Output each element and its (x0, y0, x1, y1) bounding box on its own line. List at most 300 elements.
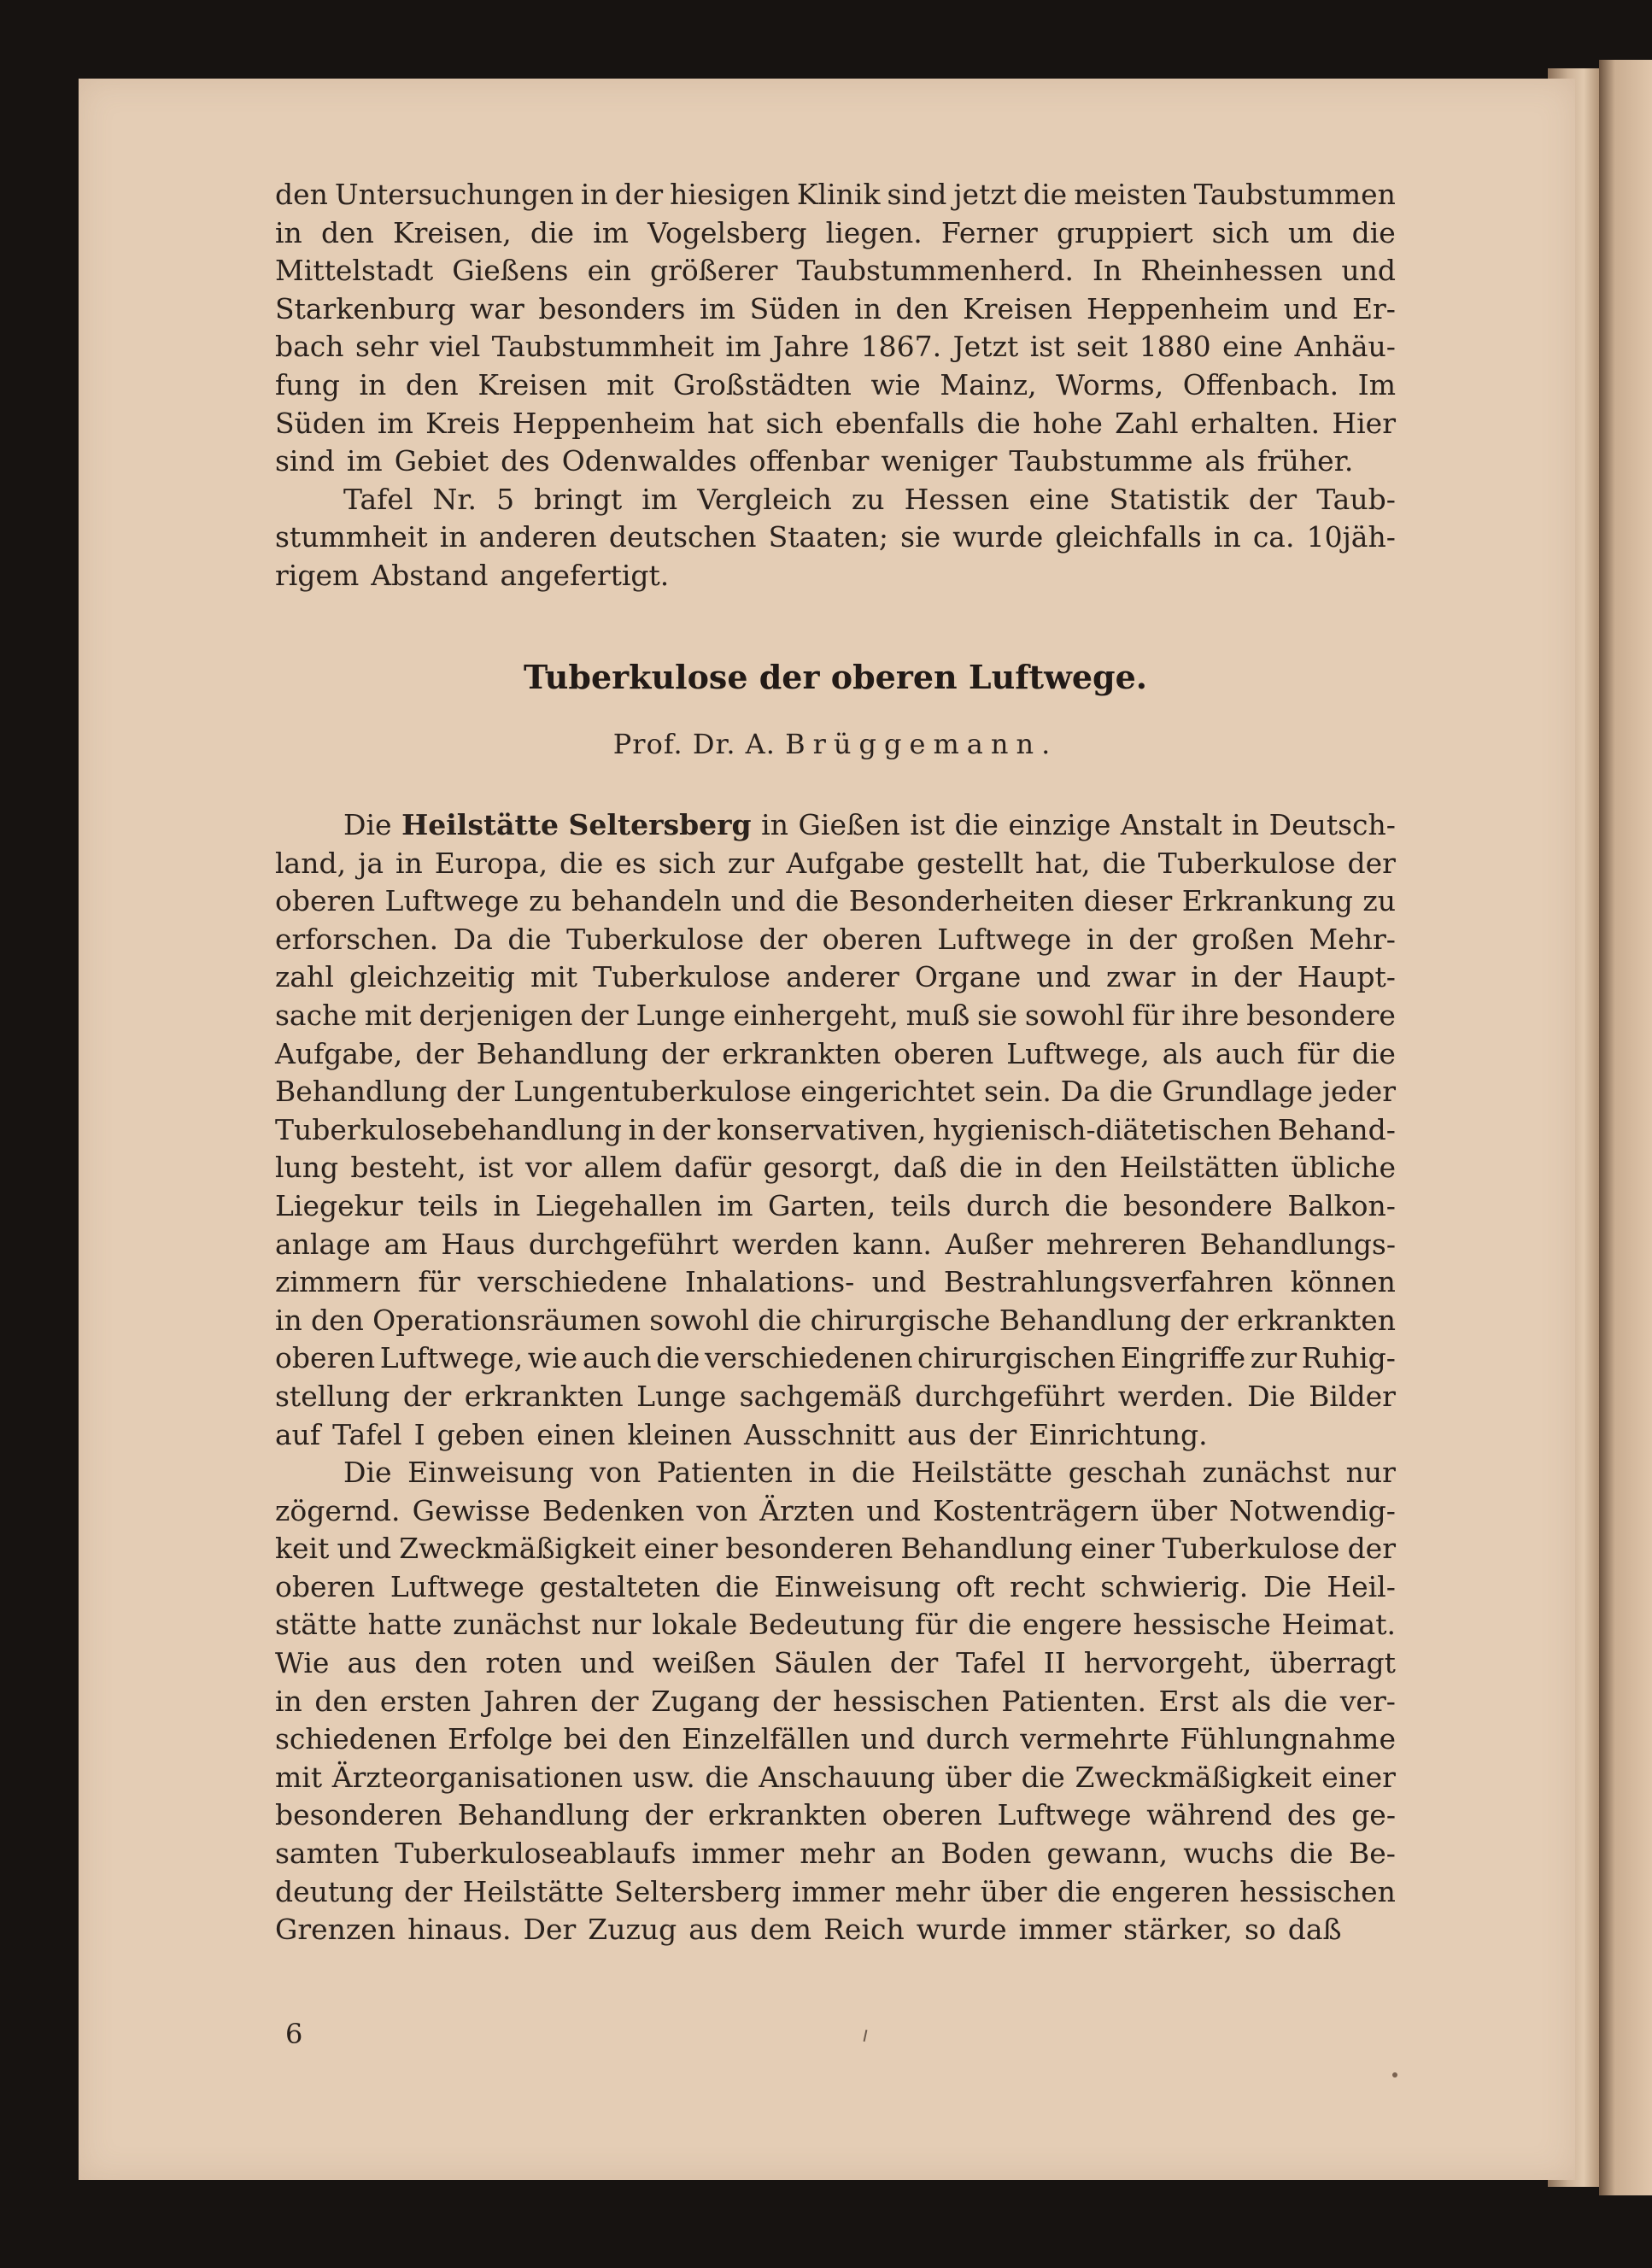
word: Odenwaldes (561, 444, 737, 478)
word: seit (1075, 330, 1128, 364)
word: in (359, 367, 387, 401)
word: Hier (1332, 406, 1396, 440)
word: der (590, 1684, 639, 1718)
word: übliche (1291, 1151, 1396, 1185)
word: Kreisen (477, 367, 588, 401)
word: im (725, 330, 762, 364)
word: der (1180, 1303, 1228, 1337)
word: die (1283, 1684, 1328, 1718)
word: chirurgischen (917, 1341, 1116, 1375)
word: oberen (275, 1341, 376, 1375)
word: Ruhig- (1301, 1341, 1396, 1375)
page-number: 6 (285, 2018, 303, 2050)
word: anderer (786, 960, 899, 994)
text-line (275, 1796, 1396, 1835)
word: Einzelfällen (681, 1722, 851, 1756)
word: die (705, 1760, 749, 1794)
text-line (275, 1416, 1396, 1455)
word: den (311, 1303, 364, 1337)
word: Behandlungs- (1199, 1227, 1396, 1261)
word: dafür (674, 1151, 752, 1185)
text-line (275, 845, 1396, 883)
word: Da (453, 922, 493, 956)
word: Zweckmäßigkeit (1075, 1760, 1312, 1794)
word: Lungentuberkulose (513, 1075, 792, 1109)
word: oft (956, 1569, 995, 1603)
word: mehreren (1046, 1227, 1186, 1261)
word: Patienten. (1001, 1684, 1146, 1718)
word: sowohl (649, 1303, 749, 1337)
word: ist (910, 808, 946, 841)
word: im (346, 444, 383, 478)
text-line (275, 1454, 1396, 1492)
word: hinaus. (407, 1913, 512, 1947)
word: hessischen (1239, 1874, 1396, 1908)
word: hat (707, 406, 754, 440)
word: kann. (852, 1227, 932, 1261)
word: der (402, 1379, 452, 1413)
word: die (1289, 1837, 1333, 1871)
word: Hessen (904, 482, 1010, 516)
word: die (758, 1303, 802, 1337)
word: rigem (275, 558, 360, 592)
word: Luftwege (390, 1569, 524, 1603)
word: Inhalations- (684, 1265, 855, 1299)
word: der (644, 1798, 694, 1832)
word: die (1351, 215, 1396, 249)
word: der (415, 1036, 464, 1070)
word: der (1233, 960, 1282, 994)
text-line (275, 1149, 1396, 1187)
word: aus (347, 1646, 397, 1680)
word: in (439, 520, 467, 554)
word: Untersuchungen (334, 178, 574, 211)
word: am (384, 1227, 428, 1261)
text-line (275, 252, 1396, 290)
text-line (275, 290, 1396, 329)
word: Lunge (636, 1379, 727, 1413)
word: Reich (823, 1913, 905, 1947)
word: gleichzeitig (349, 960, 515, 994)
word: Heilstätte (911, 1456, 1053, 1490)
word: 1867. (860, 330, 942, 364)
word: erkrankten (707, 1798, 867, 1832)
word: bach (275, 330, 344, 364)
word: roten (485, 1646, 562, 1680)
word: Da (1060, 1075, 1100, 1109)
word: Einrichtung. (1028, 1417, 1208, 1451)
word: Die (343, 1456, 392, 1490)
word: Kreis (425, 406, 501, 440)
word: aus (688, 1913, 739, 1947)
word: Gießens (452, 254, 569, 288)
word: in (1232, 808, 1260, 841)
word: besonderen (275, 1798, 442, 1832)
word: Süden (275, 406, 366, 440)
word: ver- (1339, 1684, 1396, 1718)
word: sind (275, 444, 335, 478)
word: die (954, 808, 999, 841)
word: über (980, 1874, 1047, 1908)
word: in (1213, 520, 1241, 554)
word: einer (643, 1532, 718, 1566)
text-line (275, 557, 1396, 595)
word: behandeln (571, 884, 722, 918)
word: von (696, 1493, 748, 1527)
word: Erkrankung (1181, 884, 1353, 918)
word: den (618, 1722, 671, 1756)
word: sowohl (1024, 998, 1125, 1032)
word: zu (1362, 884, 1396, 918)
word: während (1146, 1798, 1273, 1832)
word: die (1102, 846, 1146, 880)
word: Grenzen (275, 1913, 396, 1947)
word: mit (530, 960, 578, 994)
word: Europa, (434, 846, 548, 880)
word: mit (606, 367, 654, 401)
word: deutung (275, 1874, 394, 1908)
word: fung (275, 367, 340, 401)
word: die (968, 1608, 1012, 1642)
word: den (414, 1646, 468, 1680)
word: in (275, 1303, 302, 1337)
word: der (580, 998, 629, 1032)
word: besondere (1246, 998, 1396, 1032)
word: den (1054, 1151, 1108, 1185)
word: der (1128, 922, 1177, 956)
word: die (1021, 1760, 1065, 1794)
word: Behandlung (999, 1303, 1172, 1337)
word: eine (1222, 330, 1284, 364)
word: ihre (1181, 998, 1239, 1032)
word: Heil- (1327, 1569, 1396, 1603)
word: eingerichtet (800, 1075, 975, 1109)
word: und (580, 1646, 635, 1680)
word: Im (1357, 367, 1396, 401)
word: hohe (1032, 406, 1103, 440)
word: die (1109, 1075, 1153, 1109)
word: zimmern (275, 1265, 401, 1299)
word: so (1244, 1913, 1276, 1947)
word: derjenigen (419, 998, 573, 1032)
word: als (1231, 1684, 1272, 1718)
text-line (275, 1530, 1396, 1568)
word: usw. (632, 1760, 695, 1794)
word: der (1347, 846, 1396, 880)
text-line (275, 1644, 1396, 1683)
word: 10jäh- (1306, 520, 1396, 554)
word: hessischen (833, 1684, 989, 1718)
word: ist (477, 1151, 513, 1185)
word: Boden (940, 1837, 1032, 1871)
word: teils (418, 1188, 478, 1222)
word: gestalteten (539, 1569, 700, 1603)
word: sie (900, 520, 941, 554)
word: Taubstumme (1009, 444, 1193, 478)
word: der (456, 1075, 505, 1109)
word: durch (925, 1722, 1010, 1756)
word: Taubstummheit (491, 330, 714, 364)
word: als (1204, 444, 1245, 478)
word: einhergeht, (733, 998, 899, 1032)
word: um (1287, 215, 1333, 249)
word: Der (523, 1913, 577, 1947)
author-line (275, 728, 1396, 760)
word: im (641, 482, 678, 516)
word: Tuberkulose (1157, 846, 1336, 880)
word: Tafel (343, 482, 413, 516)
text-line (275, 1492, 1396, 1531)
paper-speck (1392, 2072, 1397, 2078)
word: hat, (1034, 846, 1091, 880)
word: besonderen (725, 1532, 893, 1566)
word: bringt (534, 482, 623, 516)
word: im (717, 1188, 753, 1222)
word: die (851, 1456, 896, 1490)
word: hessische (1133, 1608, 1271, 1642)
word: in (1191, 960, 1219, 994)
word: Zahl (1115, 406, 1179, 440)
word: Zuzug (588, 1913, 677, 1947)
word: Erst (1158, 1684, 1219, 1718)
word: und (337, 1532, 392, 1566)
author-name: Brüggemann. (785, 728, 1058, 760)
word: Heilstätte (462, 1874, 604, 1908)
word: allem (583, 1151, 663, 1185)
word: den (275, 178, 328, 211)
word: die (507, 922, 552, 956)
word: der (1347, 1532, 1396, 1566)
word: Außer (945, 1227, 1034, 1261)
word: stummheit (275, 520, 428, 554)
word: einer (1080, 1532, 1155, 1566)
word: wurde (952, 520, 1044, 554)
word: hervorgeht, (1083, 1646, 1252, 1680)
paragraph-4 (275, 1454, 1396, 1949)
word: Zweckmäßigkeit (399, 1532, 636, 1566)
word: als (1162, 1036, 1203, 1070)
text-line (275, 1302, 1396, 1340)
word: die (1023, 178, 1068, 211)
word: überragt (1269, 1646, 1396, 1680)
word: Statistik (1109, 482, 1229, 516)
word: Die (343, 808, 392, 841)
word: ge- (1351, 1798, 1396, 1832)
word: ja (358, 846, 384, 880)
word: wuchs (1183, 1837, 1274, 1871)
word: Behandlung (275, 1075, 448, 1109)
word: war (470, 291, 524, 325)
word: auch (1215, 1036, 1285, 1070)
word: sich (658, 846, 716, 880)
word: Mehr- (1309, 922, 1396, 956)
word: der (772, 1684, 821, 1718)
word: Heppenheim (512, 406, 695, 440)
paragraph-heilstaette (275, 806, 1396, 1949)
word: in (493, 1188, 521, 1222)
text-line (275, 1111, 1396, 1150)
word: sehr (355, 330, 419, 364)
word: es (615, 846, 647, 880)
word: In (1093, 254, 1122, 288)
word: Heilstätten (1119, 1151, 1280, 1185)
word: größerer (649, 254, 778, 288)
word: Tuberkulose (1162, 1532, 1340, 1566)
word: die (656, 1341, 700, 1375)
word: ersten (379, 1684, 472, 1718)
word: Tafel (332, 1417, 402, 1451)
word: sind (887, 178, 947, 211)
word: chirurgische (810, 1303, 991, 1337)
word: engeren (1111, 1874, 1230, 1908)
word: erkrankten (722, 1036, 882, 1070)
paragraph-1 (275, 176, 1396, 481)
word: sich (1211, 215, 1269, 249)
text-line (275, 1759, 1396, 1797)
word: und (1036, 960, 1091, 994)
word: anderen (478, 520, 597, 554)
word: und (871, 1265, 927, 1299)
word: Garten, (767, 1188, 876, 1222)
text-line (275, 1378, 1396, 1416)
word: wie (870, 367, 921, 401)
word: Kreisen (963, 291, 1073, 325)
word: Besonderheiten (848, 884, 1075, 918)
word: der (759, 922, 807, 956)
word: die (976, 406, 1021, 440)
paragraph-taubstummheit (275, 176, 1396, 595)
word: über (1151, 1493, 1217, 1527)
word: in (628, 1112, 656, 1146)
word: Seltersberg (614, 1874, 782, 1908)
word: Ärzteorganisationen (331, 1760, 624, 1794)
word: Säulen (773, 1646, 872, 1680)
word: mit (364, 998, 412, 1032)
word: weniger (881, 444, 998, 478)
word: Taubstummenherd. (796, 254, 1074, 288)
word: den (895, 291, 949, 325)
word: Erfolge (448, 1722, 554, 1756)
word: Vergleich (697, 482, 832, 516)
word: und (1341, 254, 1396, 288)
word: geben (436, 1417, 525, 1451)
word: und (866, 1493, 921, 1527)
paragraph-3-first-line (275, 806, 1396, 845)
word: Die (1262, 1569, 1312, 1603)
word: liegen. (825, 215, 923, 249)
word: ein (587, 254, 631, 288)
word: daß (893, 1151, 947, 1185)
word: lung (275, 1151, 339, 1185)
word: werden. (1117, 1379, 1234, 1413)
word: Bestrahlungsverfahren (943, 1265, 1274, 1299)
word: Vogelsberg (647, 215, 807, 249)
text-line (275, 1835, 1396, 1873)
word: immer (691, 1837, 785, 1871)
word: für (1297, 1036, 1339, 1070)
word: die (795, 884, 840, 918)
word: auf (275, 1417, 321, 1451)
word: und (1283, 291, 1339, 325)
word: mit (275, 1760, 323, 1794)
word: und (860, 1722, 916, 1756)
word: an (890, 1837, 926, 1871)
word: Rheinhessen (1140, 254, 1323, 288)
word: Behandlung (900, 1532, 1073, 1566)
word: schwierig. (1100, 1569, 1249, 1603)
word: Worms, (1056, 367, 1164, 401)
text-line (275, 997, 1396, 1035)
word: Taub- (1316, 482, 1396, 516)
word: 5 (496, 482, 515, 516)
word: Einweisung (774, 1569, 941, 1603)
text-line (275, 366, 1396, 405)
word: stätte (275, 1608, 357, 1642)
word: Organe (914, 960, 1022, 994)
word: aus (907, 1417, 957, 1451)
word: Jetzt (952, 330, 1019, 364)
word: gewann, (1046, 1837, 1169, 1871)
word: Deutsch- (1268, 808, 1396, 841)
word: Haupt- (1297, 960, 1396, 994)
word: den (405, 367, 459, 401)
word: jeder (1321, 1075, 1396, 1109)
word: für (418, 1265, 460, 1299)
text-line (275, 1187, 1396, 1226)
word: wurde (916, 1913, 1007, 1947)
word: der (889, 1646, 939, 1680)
word: einzige (1008, 808, 1111, 841)
word: der (614, 178, 664, 211)
word: des (501, 444, 550, 478)
word: oberen (882, 1798, 982, 1832)
word: oberen (275, 1569, 376, 1603)
word: Tuberkulose (566, 922, 744, 956)
paragraph-2 (275, 481, 1396, 595)
word: in (761, 808, 788, 841)
word: Tuberkuloseablaufs (395, 1837, 677, 1871)
word: in (808, 1456, 836, 1490)
word: vor (524, 1151, 572, 1185)
word: Fühlungnahme (1180, 1722, 1396, 1756)
word: können (1290, 1265, 1396, 1299)
word: Behand- (1277, 1112, 1396, 1146)
word: oberen (822, 922, 923, 956)
word: besteht, (350, 1151, 466, 1185)
word: Ausschnitt (743, 1417, 896, 1451)
word: Nr. (432, 482, 477, 516)
word: Heppenheim (1087, 291, 1269, 325)
word: ebenfalls (835, 406, 965, 440)
word: der (661, 1112, 711, 1146)
word: sein. (984, 1075, 1052, 1109)
word: stärker, (1123, 1913, 1233, 1947)
word: erhalten. (1190, 406, 1321, 440)
text-line (275, 1683, 1396, 1721)
word: dieser (1083, 884, 1173, 918)
word: Gebiet (394, 444, 489, 478)
word: immer (792, 1874, 885, 1908)
word: daß (1287, 1913, 1342, 1947)
word: viel (429, 330, 481, 364)
word: gestellt (917, 846, 1023, 880)
word: nur (1345, 1456, 1396, 1490)
word: vermehrte (1020, 1722, 1169, 1756)
word: in (854, 291, 882, 325)
word: zur (1250, 1341, 1298, 1375)
word: Balkon- (1287, 1188, 1396, 1222)
word: hiesigen (670, 178, 790, 211)
